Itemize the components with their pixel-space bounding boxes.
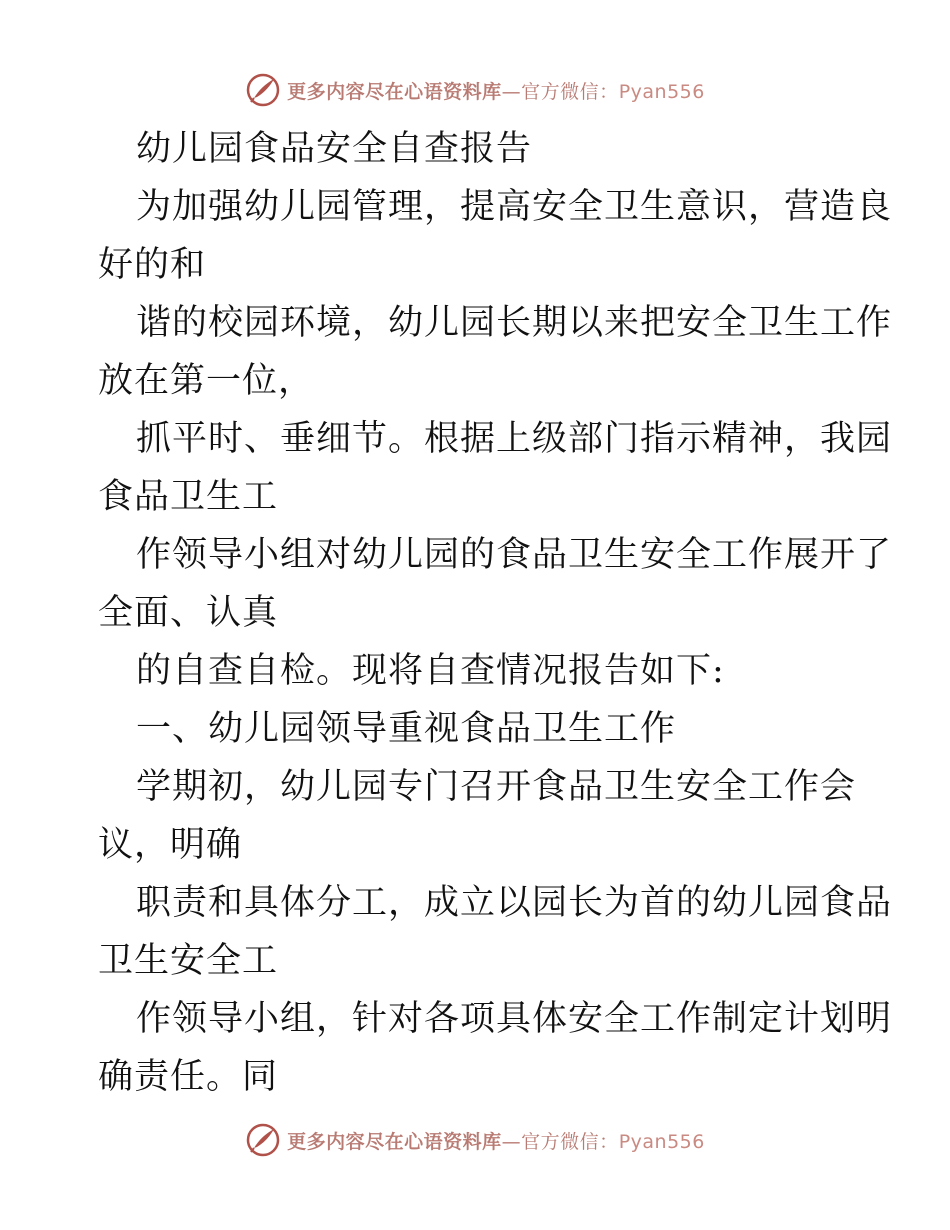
text-line: 一、幼儿园领导重视食品卫生工作 [136, 709, 677, 749]
text-line: 的自查自检。现将自查情况报告如下: [136, 651, 725, 691]
text-line: 学期初，幼儿园专门召开食品卫生安全工作会 [136, 767, 857, 807]
text-line: 谐的校园环境，幼儿园长期以来把安全卫生工作 [136, 303, 893, 343]
text-line: 卫生安全工 [98, 941, 279, 981]
header-watermark [0, 70, 950, 110]
text-line: 抓平时、垂细节。根据上级部门指示精神，我园 [136, 419, 893, 459]
feather-quill-logo-icon [245, 1122, 281, 1158]
text-line: 作领导小组对幼儿园的食品卫生安全工作展开了 [136, 535, 893, 575]
text-line: 为加强幼儿园管理，提高安全卫生意识，营造良 [136, 187, 893, 227]
text-line: 职责和具体分工，成立以园长为首的幼儿园食品 [136, 883, 893, 923]
text-line: 确责任。同 [98, 1057, 279, 1097]
feather-quill-logo-icon [245, 72, 281, 108]
document-body [98, 120, 893, 1106]
watermark-text: 更多内容尽在心语资料库—官方微信：Pyan556 [287, 1130, 705, 1153]
text-line: 全面、认真 [98, 593, 279, 633]
text-line: 放在第一位， [98, 361, 315, 401]
text-line: 好的和 [98, 245, 207, 285]
text-line: 作领导小组，针对各项具体安全工作制定计划明 [136, 999, 893, 1039]
text-line: 食品卫生工 [98, 477, 279, 517]
watermark-text: 更多内容尽在心语资料库—官方微信：Pyan556 [287, 80, 705, 103]
footer-watermark [0, 1120, 950, 1160]
document-title: 幼儿园食品安全自查报告 [136, 129, 533, 169]
text-line: 议，明确 [98, 825, 243, 865]
